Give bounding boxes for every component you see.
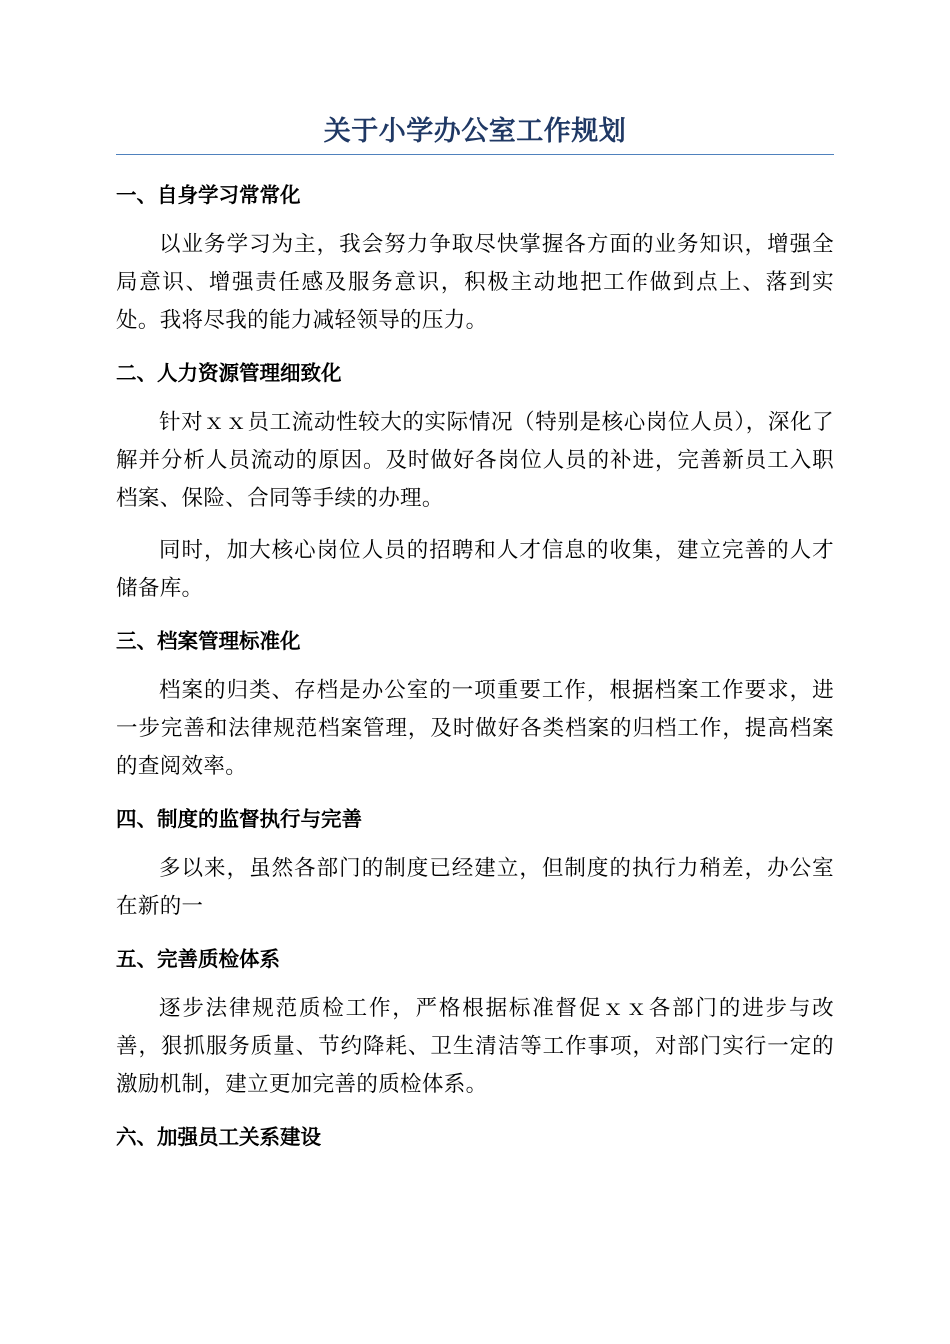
section-heading: 三、档案管理标准化 <box>116 629 301 653</box>
section-paragraph: 档案的归类、存档是办公室的一项重要工作，根据档案工作要求，进一步完善和法律规范档案管理，及时做好各类档案的归档工作，提高档案的查阅效率。 <box>116 678 834 779</box>
section-heading: 五、完善质检体系 <box>116 947 280 971</box>
section-5 <box>116 940 834 1104</box>
section-6 <box>116 1118 834 1156</box>
section-4 <box>116 800 834 926</box>
section-paragraph: 针对ｘｘ员工流动性较大的实际情况（特别是核心岗位人员），深化了解并分析人员流动的原因。及时做好各岗位人员的补进，完善新员工入职档案、保险、合同等手续的办理。 <box>116 410 834 511</box>
document-title: 关于小学办公室工作规划 <box>323 116 627 147</box>
section-heading: 二、人力资源管理细致化 <box>116 361 342 385</box>
section-heading: 六、加强员工关系建设 <box>116 1125 321 1149</box>
section-2 <box>116 354 834 608</box>
document-body <box>116 176 834 1168</box>
section-heading: 四、制度的监督执行与完善 <box>116 807 362 831</box>
section-heading: 一、自身学习常常化 <box>116 183 301 207</box>
section-paragraph: 同时，加大核心岗位人员的招聘和人才信息的收集，建立完善的人才储备库。 <box>116 538 834 601</box>
section-3 <box>116 622 834 786</box>
section-1 <box>116 176 834 340</box>
section-paragraph: 逐步法律规范质检工作，严格根据标准督促ｘｘ各部门的进步与改善，狠抓服务质量、节约降耗、卫生清洁等工作事项，对部门实行一定的激励机制，建立更加完善的质检体系。 <box>116 996 834 1097</box>
title-underline <box>116 154 834 155</box>
section-paragraph: 以业务学习为主，我会努力争取尽快掌握各方面的业务知识，增强全局意识、增强责任感及服务意识，积极主动地把工作做到点上、落到实处。我将尽我的能力减轻领导的压力。 <box>116 232 834 333</box>
section-paragraph: 多以来，虽然各部门的制度已经建立，但制度的执行力稍差，办公室在新的一 <box>116 856 834 919</box>
